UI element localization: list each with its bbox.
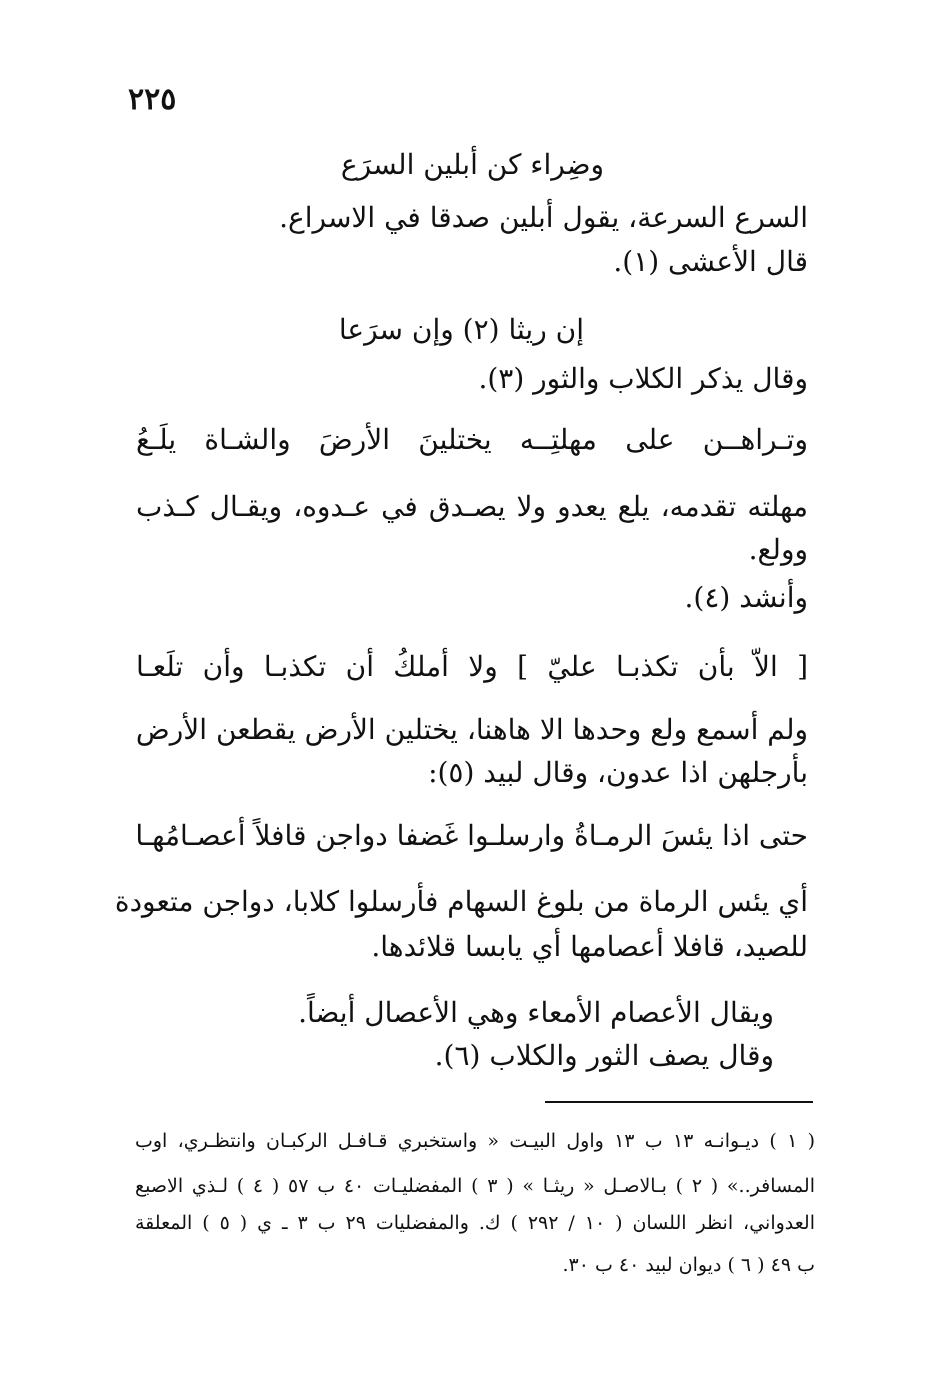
page-number: ٢٢٥ [128, 82, 177, 117]
verse-line: حتى اذا يئسَ الرمـاةُ وارسلـوا غَضفا دواجن قافلاً أعصـامُهـا [135, 819, 808, 852]
text-line: بأرجلهن اذا عدون، وقال لبيد (٥): [428, 756, 808, 789]
text-line: السرع السرعة، يقول أبلين صدقا في الاسراع. [279, 201, 808, 234]
verse-line: إن ريثا (٢) وإن سرَعا [338, 313, 584, 346]
text-line: مهلته تقدمه، يلع يعدو ولا يصـدق في عـدوه، ويقـال كـذب [136, 490, 808, 523]
verse-line: وتـراهــن على مهلتِــه يختلينَ الأرضَ والشـاة يلَـعُ [136, 423, 808, 456]
text-line: وقال يذكر الكلاب والثور (٣). [478, 362, 808, 395]
footnote-line: العدواني، انظر اللسان ( ١٠ / ٢٩٢ ) ك. والمفضليات ٢٩ ب ٣ ـ ي ( ٥ ) المعلقة [135, 1212, 815, 1234]
text-line: قال الأعشى (١). [613, 245, 808, 278]
footnote-divider [545, 1101, 813, 1103]
verse-line: [ الاّ بأن تكذبـا عليّ ] ولا أملكُ أن تكذبـا وأن تلَعـا [136, 650, 808, 683]
verse-line: وضِراء كن أبلين السرَع [340, 148, 604, 181]
footnote-line: ب ٤٩ ( ٦ ) ديوان لبيد ٤٠ ب ٣٠. [562, 1254, 815, 1276]
text-line: للصيد، قافلا أعصامها أي يابسا قلائدها. [371, 930, 808, 963]
text-line: ويقال الأعصام الأمعاء وهي الأعصال أيضاً. [298, 996, 774, 1029]
text-line: وأنشد (٤). [684, 581, 808, 614]
footnote-line: ( ١ ) ديـوانـه ١٣ ب ١٣ واول البيـت « واستخبري قـافـل الركبـان وانتظـري، اوب [135, 1130, 816, 1152]
text-line: أي يئس الرماة من بلوغ السهام فأرسلوا كلابا، دواجن متعودة [114, 885, 808, 918]
text-line: وولع. [748, 533, 808, 566]
footnote-line: المسافر..» ( ٢ ) بـالاصـل « ريثـا » ( ٣ ) المفضليـات ٤٠ ب ٥٧ ( ٤ ) لـذي الاصبع [135, 1175, 815, 1197]
text-line: ولم أسمع ولع وحدها الا هاهنا، يختلين الأرض يقطعن الأرض [135, 713, 808, 746]
text-line: وقال يصف الثور والكلاب (٦). [434, 1039, 774, 1072]
